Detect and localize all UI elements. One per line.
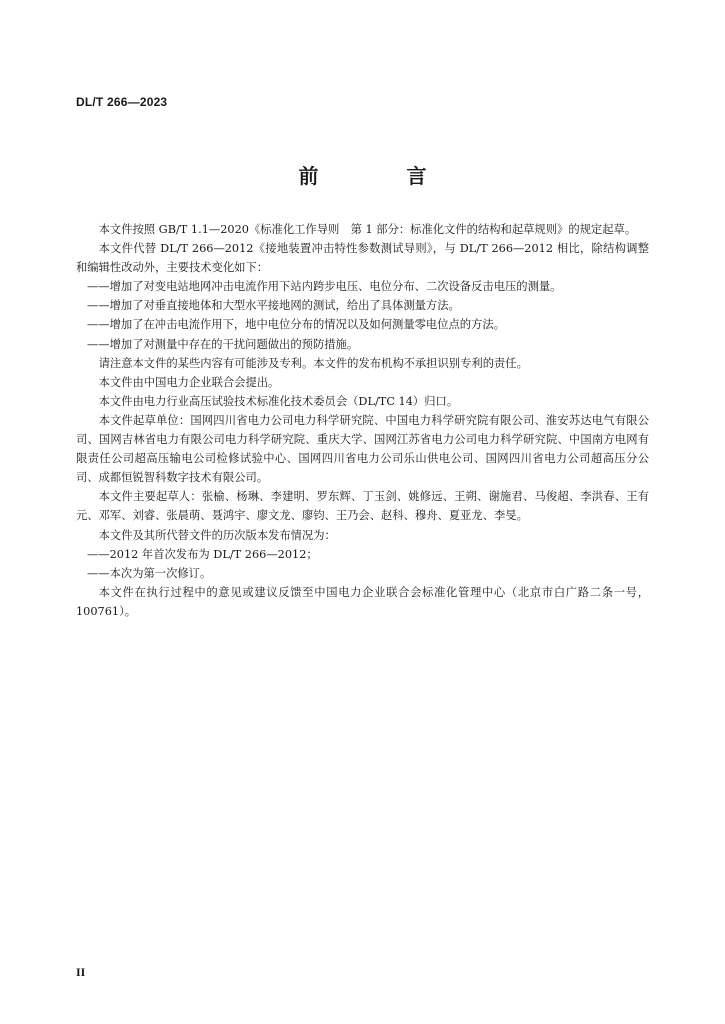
paragraph: 本文件由电力行业高压试验技术标准化技术委员会（DL/TC 14）归口。 (98, 394, 459, 408)
page-number: II (76, 965, 86, 979)
paragraph: 本文件及其所代替文件的历次版本发布情况为： (98, 528, 336, 542)
foreword-body (76, 220, 649, 621)
change-item: ——增加了对测量中存在的干扰问题做出的预防措施。 (87, 337, 359, 351)
change-item: ——增加了对垂直接地体和大型水平接地网的测试，给出了具体测量方法。 (87, 299, 460, 313)
change-item: ——增加了对变电站地网冲击电流作用下站内跨步电压、电位分布、二次设备反击电压的测量。 (87, 280, 562, 294)
paragraph: 本文件主要起草人：张榆、杨琳、李建明、罗东辉、丁玉剑、姚修远、王朔、谢施君、马俊超、李洪春、王有元、邓军、刘睿、张晨萌、聂鸿宇、廖文龙、廖钧、王乃会、赵科、穆舟、夏亚龙、李旻。 (76, 490, 649, 523)
paragraph: 本文件在执行过程中的意见或建议反馈至中国电力企业联合会标准化管理中心（北京市白广路二条一号，100761）。 (76, 585, 649, 618)
page-title: 前 言 (298, 164, 461, 188)
history-item: ——本次为第一次修订。 (87, 566, 212, 580)
document-code: DL/T 266—2023 (76, 95, 168, 109)
paragraph: 本文件由中国电力企业联合会提出。 (98, 375, 280, 389)
paragraph: 本文件起草单位：国网四川省电力公司电力科学研究院、中国电力科学研究院有限公司、淮安苏达电气有限公司、国网吉林省电力有限公司电力科学研究院、重庆大学、国网江苏省电力公司电力科学研究院、中国南方电网有限责任公司超高压输电公司检修试验中心、国网四川省电力公司乐山供电公司、国网四川省电力公司超高压分公司、成都恒锐智科数字技术有限公司。 (76, 413, 649, 485)
paragraph: 本文件代替 DL/T 266—2012《接地装置冲击特性参数测试导则》，与 DL/T 266—2012 相比，除结构调整和编辑性改动外，主要技术变化如下： (76, 242, 649, 275)
paragraph: 本文件按照 GB/T 1.1—2020《标准化工作导则 第 1 部分：标准化文件的结构和起草规则》的规定起草。 (98, 223, 637, 236)
change-item: ——增加了在冲击电流作用下，地中电位分布的情况以及如何测量零电位点的方法。 (87, 318, 505, 332)
history-item: ——2012 年首次发布为 DL/T 266—2012； (87, 547, 318, 561)
paragraph: 请注意本文件的某些内容有可能涉及专利。本文件的发布机构不承担识别专利的责任。 (98, 356, 528, 370)
